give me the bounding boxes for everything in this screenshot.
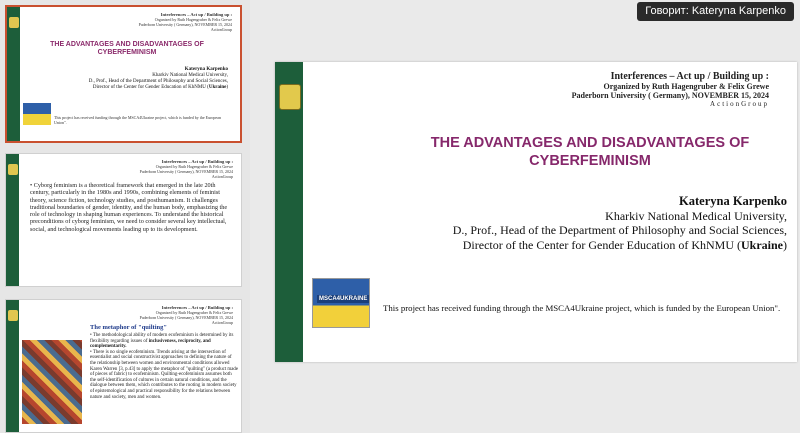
thumbnail-conference-group: ActionGroup [211,320,233,325]
author-paren: ) [783,237,787,252]
thumbnail-conference-date: Paderborn University ( Germany), NOVEMBER 15, 2024 [139,169,233,174]
conference-date: Paderborn University ( Germany), NOVEMBER 15, 2024 [571,91,769,100]
thumbnail-funding-note: This project has received funding through the MSCA4Ukraine project, which is funded by the European Union". [54,115,221,125]
slide-thumbnail-3[interactable] [5,299,242,433]
thumbnail-author-affiliation: Kharkiv National Medical University, [152,73,228,78]
author-position: D., Prof., Head of the Department of Philosophy and Social Sciences, [452,223,787,237]
thumbnail-conference-date: Paderborn University ( Germany), NOVEMBER 15, 2024 [139,315,233,320]
thumbnail-author-position: D., Prof., Head of the Department of Philosophy and Social Sciences, [88,79,228,84]
thumbnail-conference-organizers: Organized by Ruth Hagengruber & Felix Grewe [155,164,233,169]
thumbnail-slide-title: THE ADVANTAGES AND DISADVANTAGES OF CYBERFEMINISM [50,41,204,56]
thumbnail-author-paren: ) [226,85,228,90]
university-logo-icon [279,84,301,110]
msca4ukraine-label: MSCA4UKRAINE [319,296,368,302]
slide-thumbnail-2[interactable] [5,153,242,287]
funding-note: This project has received funding through the MSCA4Ukraine project, which is funded by the European Union". [383,303,781,313]
conference-info [572,71,769,109]
bullet-1-text: • The methodological ability of modern ecofeminism is determined by its flexibility regarding issues of [90,333,234,344]
thumbnail-author-name: Kateryna Karpenko [184,67,228,72]
speaker-tooltip: Говорит: Kateryna Karpenko [637,2,794,21]
university-logo-icon [9,17,19,28]
thumbnail-conference-info [139,12,232,32]
msca4ukraine-flag-image [312,278,370,328]
conference-organizers: Organized by Ruth Hagengruber & Felix Grewe [603,82,769,91]
conference-title: Interferences – Act up / Building up : [610,71,769,82]
thumbnail-conference-title: Interferences – Act up / Building up : [161,159,233,164]
thumbnail-conference-organizers: Organized by Ruth Hagengruber & Felix Grewe [154,17,232,22]
thumbnail-author-center: Director of the Center for Gender Education of KhNMU ( [92,85,209,90]
msca4ukraine-flag-image [23,103,51,125]
thumbnail-slide-heading: The metaphor of "quilting" [90,324,167,331]
thumbnail-body-text: • Cyborg feminism is a theoretical framework that emerged in the late 20th century, particularly in the 1980s and 1990s, combining elements of feminist theory, science fiction, technology studies, and posthumanism. It challenges traditional boundaries of gender, identity, and the human body, emphasizing the role of technology in shaping human experiences. To understand the historical preconditions of cyborg feminism, we need to consider several key intellectual, social, and technological movements leading up to its development. [30,182,228,233]
slide-thumbnail-1[interactable] [5,5,242,143]
main-slide [275,62,797,362]
conference-group: ActionGroup [710,100,769,108]
university-logo-icon [8,164,18,175]
thumbnail-conference-organizers: Organized by Ruth Hagengruber & Felix Grewe [155,310,233,315]
slide-title: THE ADVANTAGES AND DISADVANTAGES OF CYBERFEMINISM [430,135,750,169]
quilt-image [22,340,82,424]
author-center: Director of the Center for Gender Education of KhNMU ( [462,237,741,252]
bullet-2-text: • There is no single ecofeminism. Trends arising at the intersection of essentialist and social constructivist approaches to defining the nature of the relationship between women and environmental conditions allowed Karen Warren [3, p.43] to apply the metaphor of "quilting" (a product made of pieces of fabric) to ecofeminism. Quilting-ecofeminism assumes both the self-identification of cultures in certain natural conditions, and the dialogue between them, which contributes to the rooting in modern society of epistemological and practical responsibility for the relations between nature and society, men and women. [90,349,239,400]
thumbnail-body-text [90,333,238,400]
thumbnail-conference-group: ActionGroup [210,27,232,32]
thumbnail-author-block [89,67,228,91]
author-name: Kateryna Karpenko [679,194,787,208]
thumbnail-conference-title: Interferences – Act up / Building up : [160,12,232,17]
thumbnail-conference-title: Interferences – Act up / Building up : [161,305,233,310]
author-affiliation: Kharkiv National Medical University, [605,208,787,223]
author-country: Ukraine [741,237,783,252]
thumbnail-conference-date: Paderborn University ( Germany), NOVEMBER 15, 2024 [138,22,232,27]
thumbnail-conference-info [140,159,233,179]
university-logo-icon [8,310,18,321]
thumbnail-conference-group: ActionGroup [211,174,233,179]
author-block [453,194,787,252]
author-center-line [453,238,787,253]
slide-thumbnail-panel [0,0,250,433]
thumbnail-author-country: Ukraine [208,85,227,90]
bullet-1-emphasis: inclusiveness, reciprocity, and complementarity. [90,338,211,350]
thumbnail-conference-info [140,305,233,325]
